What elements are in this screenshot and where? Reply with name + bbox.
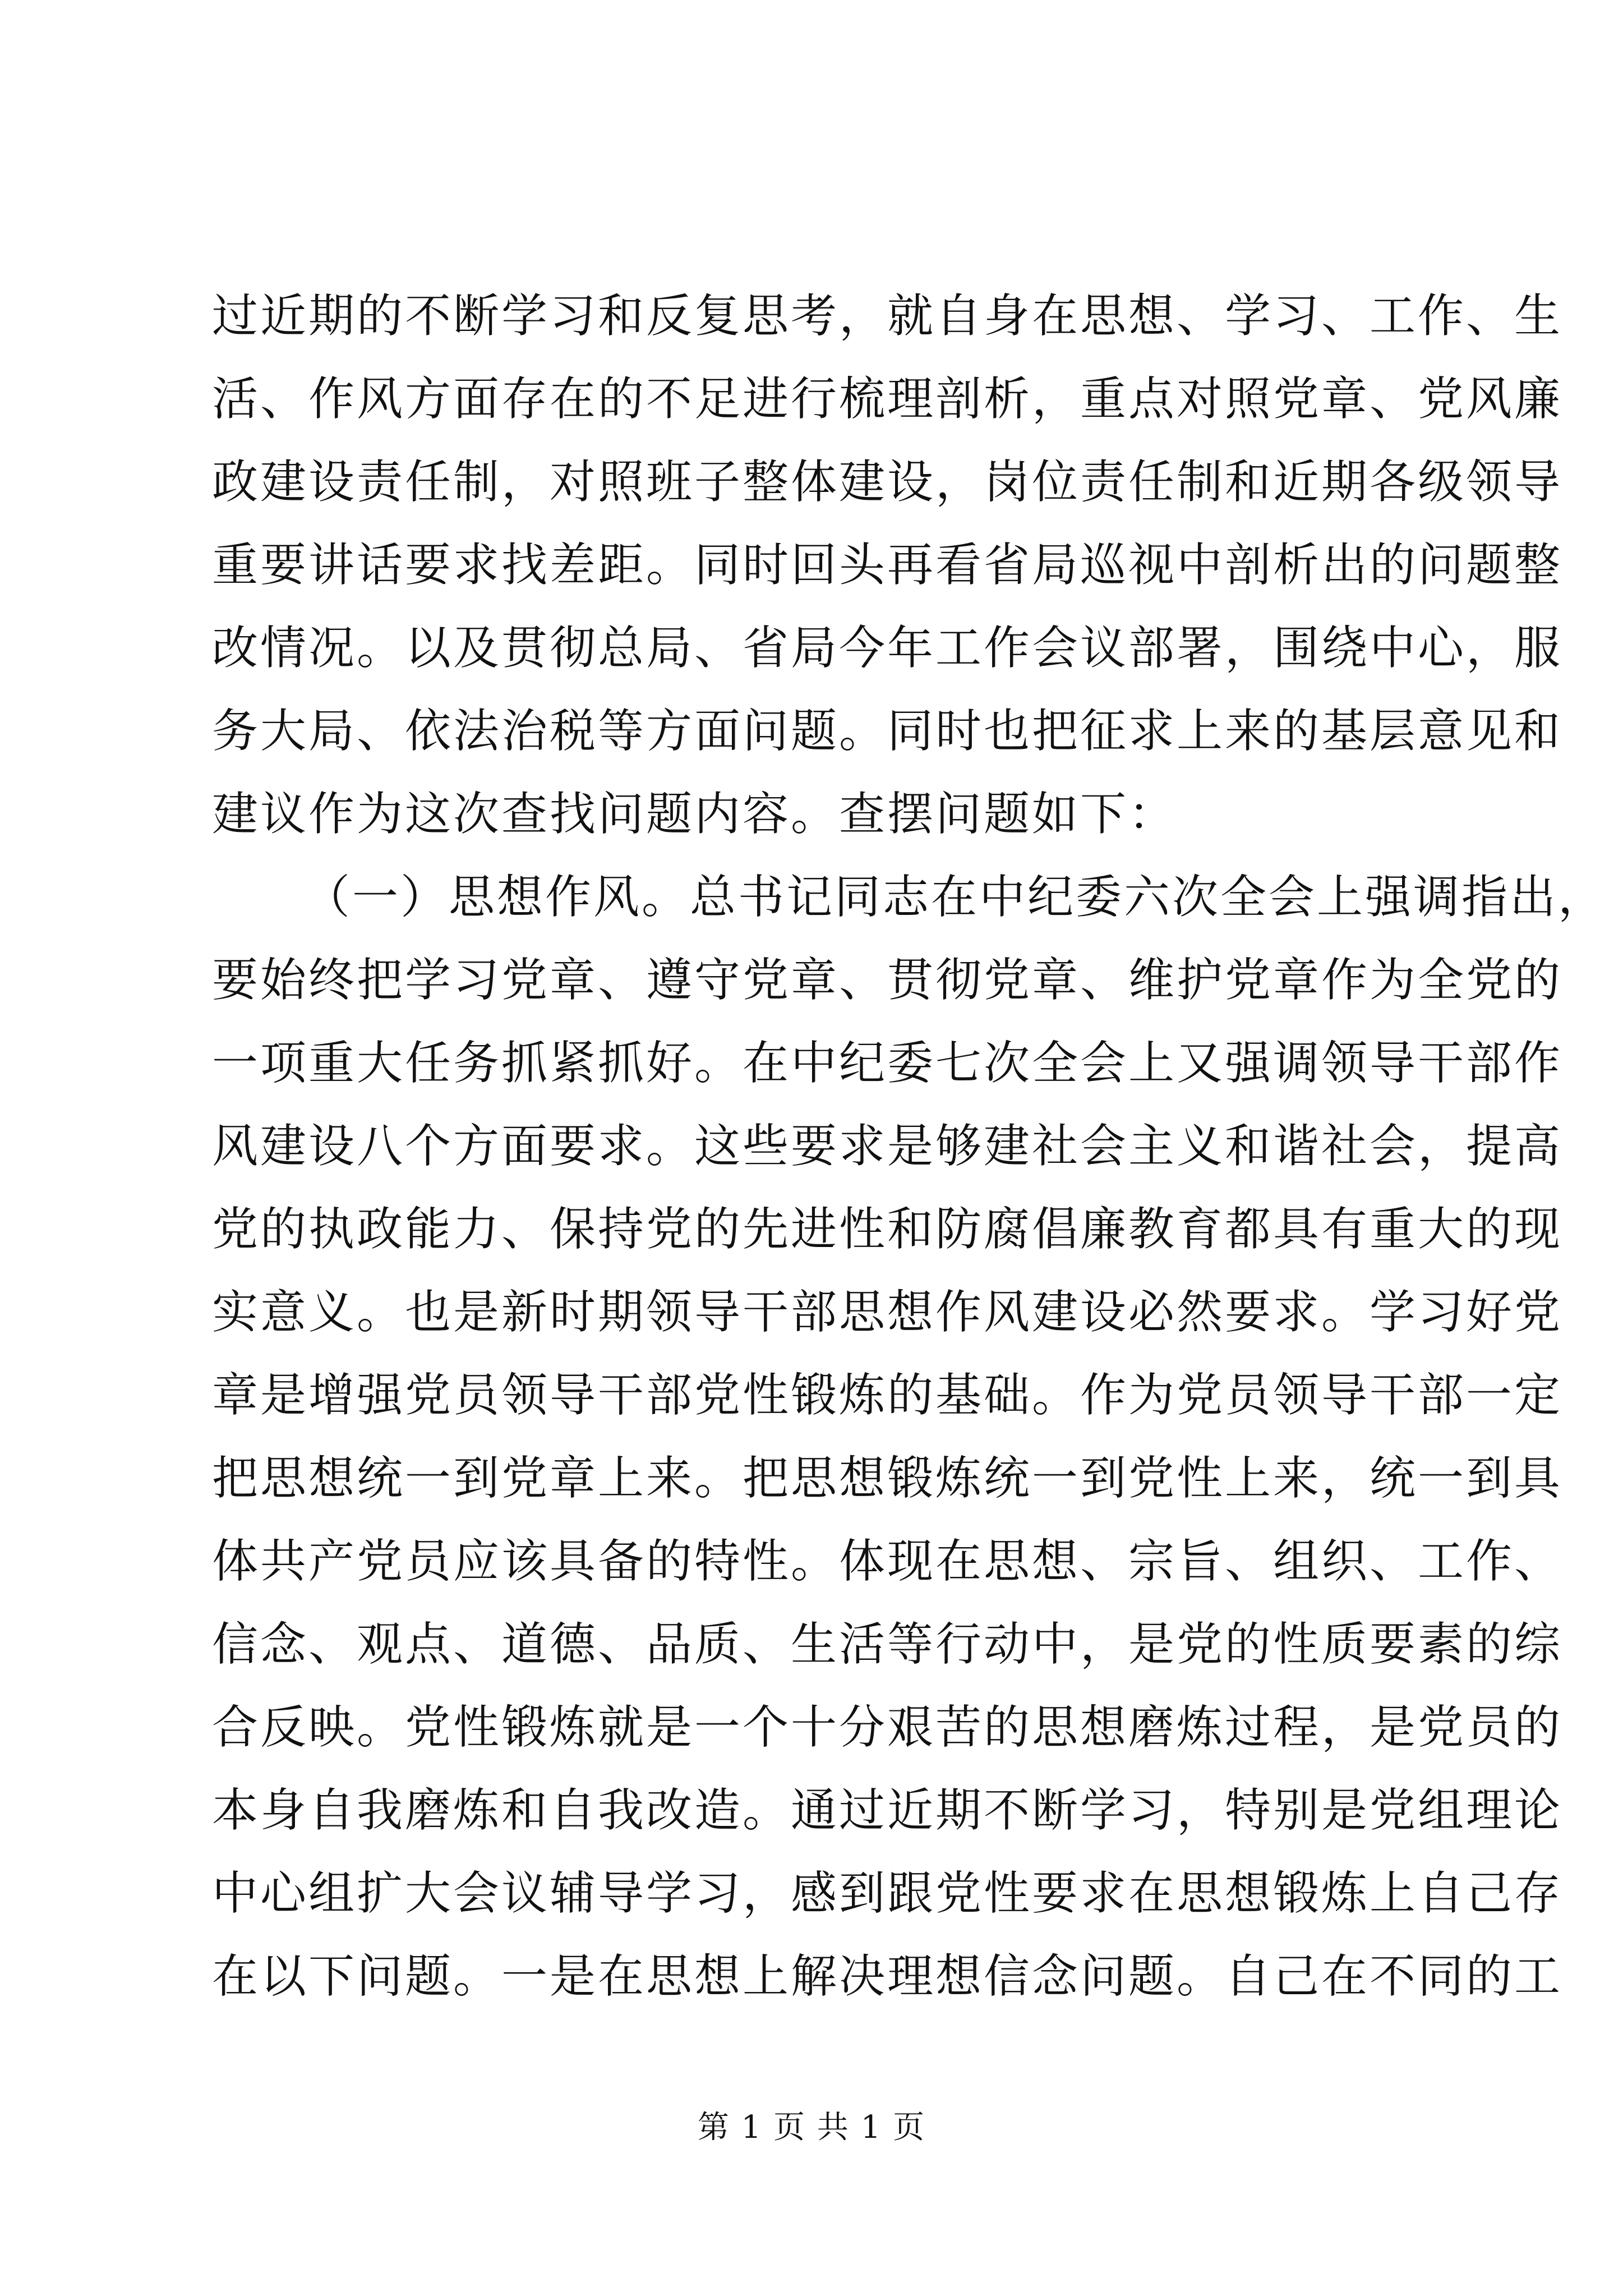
text-line: 中心组扩大会议辅导学习，感到跟党性要求在思想锻炼上自己存 <box>212 1867 1563 1920</box>
text-line: 要始终把学习党章、遵守党章、贯彻党章、维护党章作为全党的 <box>212 954 1563 1007</box>
text-line: 活、作风方面存在的不足进行梳理剖析，重点对照党章、党风廉 <box>212 372 1563 426</box>
document-body <box>212 275 1607 2018</box>
text-line: 在以下问题。一是在思想上解决理想信念问题。自己在不同的工 <box>212 1950 1563 2003</box>
page-number-footer: 第 1 页 共 1 页 <box>697 2109 926 2146</box>
text-line: 把思想统一到党章上来。把思想锻炼统一到党性上来，统一到具 <box>212 1452 1563 1505</box>
text-line: 本身自我磨炼和自我改造。通过近期不断学习，特别是党组理论 <box>212 1784 1563 1837</box>
text-line: 政建设责任制，对照班子整体建设，岗位责任制和近期各级领导 <box>212 455 1563 509</box>
text-line: 过近期的不断学习和反复思考，就自身在思想、学习、工作、生 <box>212 289 1563 343</box>
text-line: 一项重大任务抓紧抓好。在中纪委七次全会上又强调领导干部作 <box>212 1037 1563 1090</box>
text-line: 重要讲话要求找差距。同时回头再看省局巡视中剖析出的问题整 <box>212 539 1563 592</box>
text-line: 信念、观点、道德、品质、生活等行动中，是党的性质要素的综 <box>212 1618 1563 1671</box>
text-line: 改情况。以及贯彻总局、省局今年工作会议部署，围绕中心，服 <box>212 622 1563 675</box>
text-line: 体共产党员应该具备的特性。体现在思想、宗旨、组织、工作、 <box>212 1535 1563 1588</box>
section-heading-line: （一）思想作风。总书记同志在中纪委六次全会上强调指出， <box>304 871 1607 924</box>
text-line: 合反映。党性锻炼就是一个十分艰苦的思想磨炼过程，是党员的 <box>212 1701 1563 1754</box>
text-line: 务大局、依法治税等方面问题。同时也把征求上来的基层意见和 <box>212 705 1563 758</box>
text-line: 章是增强党员领导干部党性锻炼的基础。作为党员领导干部一定 <box>212 1369 1563 1422</box>
text-line: 党的执政能力、保持党的先进性和防腐倡廉教育都具有重大的现 <box>212 1203 1563 1256</box>
text-line: 实意义。也是新时期领导干部思想作风建设必然要求。学习好党 <box>212 1286 1563 1339</box>
text-line: 风建设八个方面要求。这些要求是够建社会主义和谐社会，提高 <box>212 1120 1563 1173</box>
text-line: 建议作为这次查找问题内容。查摆问题如下： <box>212 788 1177 841</box>
